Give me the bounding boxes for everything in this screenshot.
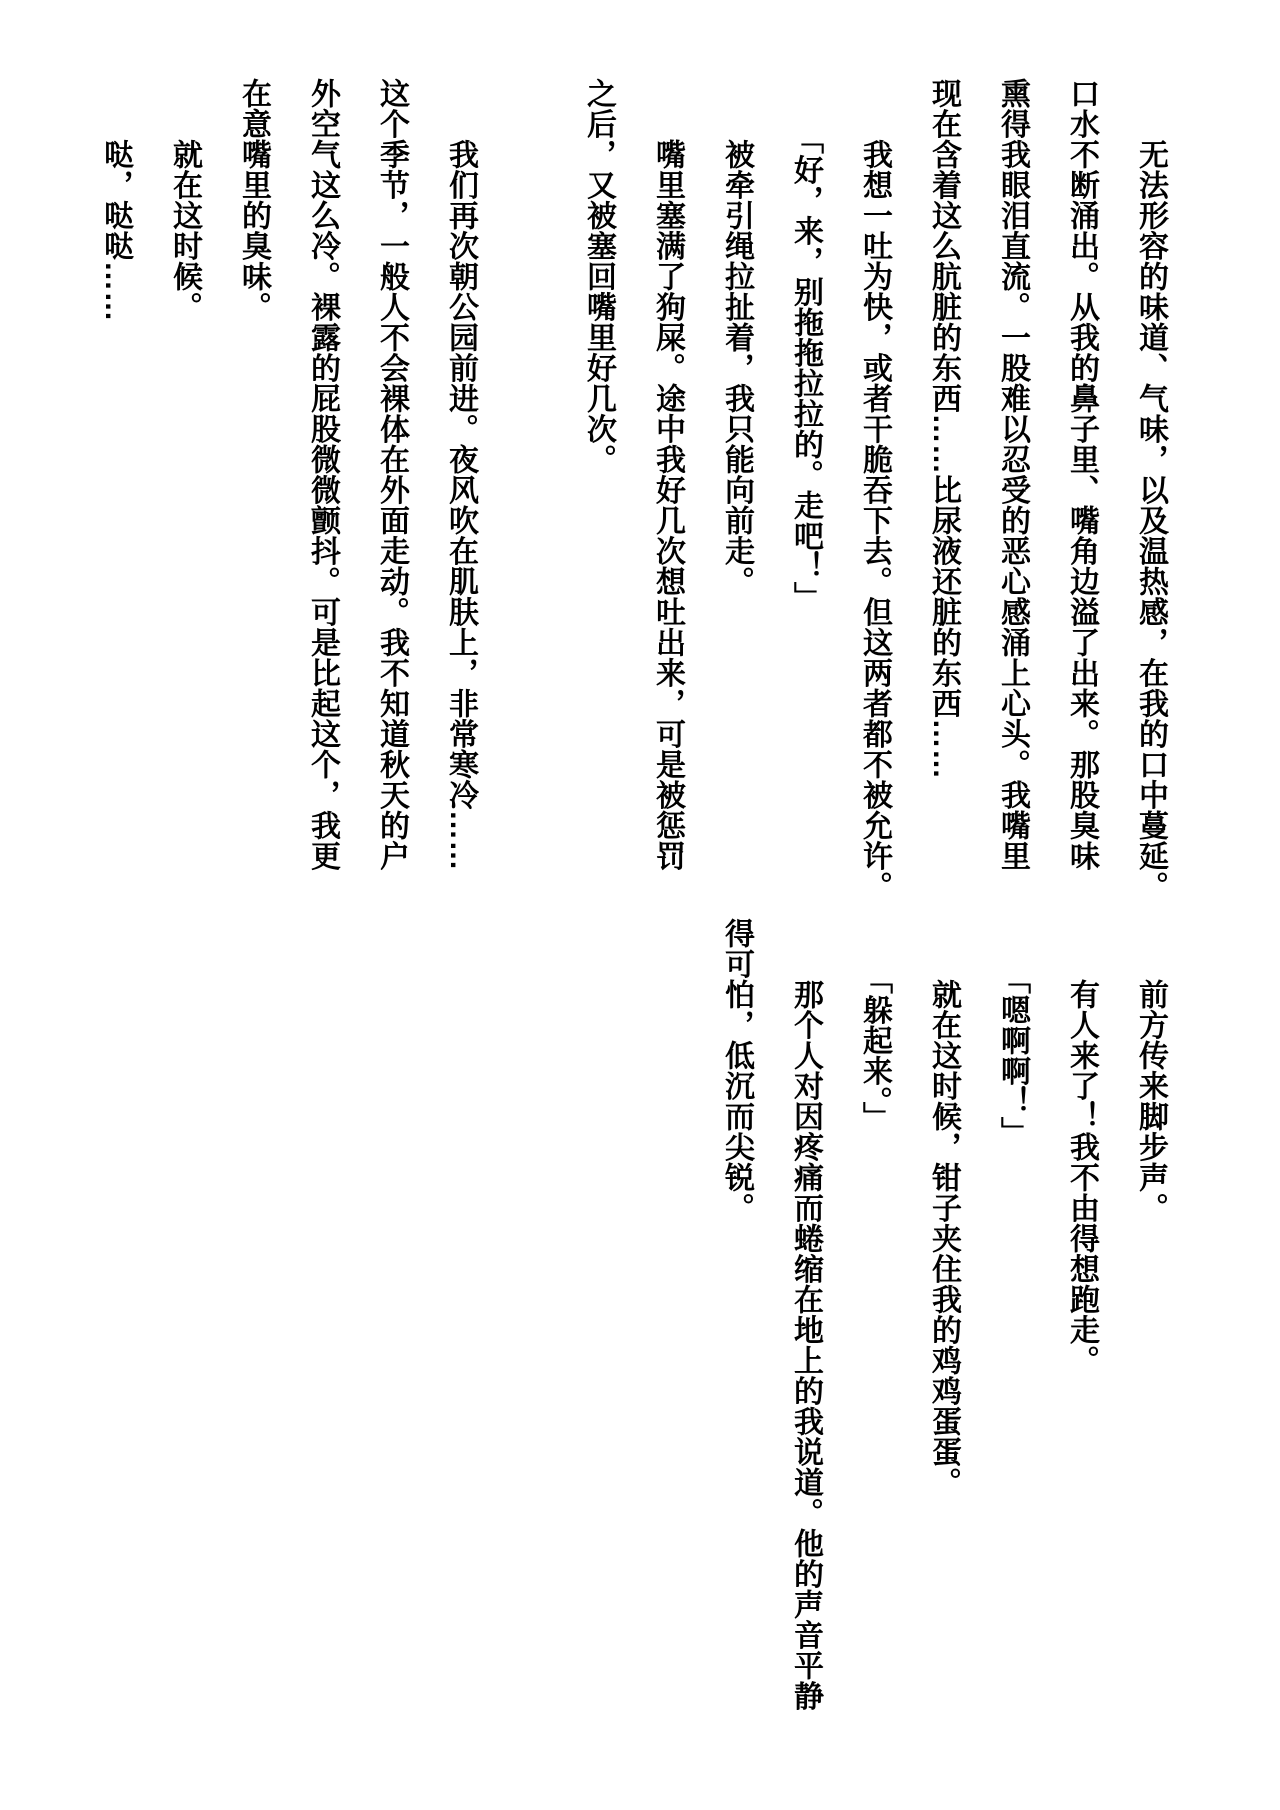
text-column: 嘴里塞满了狗屎。途中我好几次想吐出来，可是被惩罚: [651, 78, 684, 871]
text-column: 熏得我眼泪直流。一股难以忍受的恶心感涌上心头。我嘴里: [996, 78, 1029, 871]
blank-spacer-column: [495, 78, 564, 908]
text-column: 就在这时候。: [168, 78, 201, 322]
text-column: 这个季节，一般人不会裸体在外面走动。我不知道秋天的户: [375, 78, 408, 871]
text-column: 现在含着这么肮脏的东西……比尿液还脏的东西……: [927, 78, 960, 780]
text-column: 外空气这么冷。裸露的屁股微微颤抖。可是比起这个，我更: [306, 78, 339, 871]
text-tier-top: [81, 78, 1185, 908]
text-column: 有人来了！我不由得想跑走。: [1065, 918, 1098, 1376]
text-column: 「好，来，别拖拖拉拉的。走吧！」: [789, 78, 822, 612]
text-tier-bottom: [702, 918, 1185, 1748]
text-column: 得可怕，低沉而尖锐。: [720, 918, 753, 1223]
text-column: 我们再次朝公园前进。夜风吹在肌肤上，非常寒冷……: [444, 78, 477, 871]
text-column: 口水不断涌出。从我的鼻子里、嘴角边溢了出来。那股臭味: [1065, 78, 1098, 871]
text-column: 「躲起来。」: [858, 918, 891, 1132]
text-column: 哒，哒哒……: [99, 78, 132, 322]
text-column: 被牵引绳拉扯着，我只能向前走。: [720, 78, 753, 597]
text-column: 我想一吐为快，或者干脆吞下去。但这两者都不被允许。: [858, 78, 891, 902]
text-column: 在意嘴里的臭味。: [237, 78, 270, 322]
text-column: 「嗯啊啊！」: [996, 918, 1029, 1147]
text-column: 之后，又被塞回嘴里好几次。: [582, 78, 615, 475]
text-column: 前方传来脚步声。: [1134, 918, 1167, 1223]
text-column: 就在这时候，钳子夹住我的鸡鸡蛋蛋。: [927, 918, 960, 1498]
text-column: 那个人对因疼痛而蜷缩在地上的我说道。他的声音平静: [789, 918, 822, 1711]
text-column: 无法形容的味道、气味，以及温热感，在我的口中蔓延。: [1134, 78, 1167, 902]
